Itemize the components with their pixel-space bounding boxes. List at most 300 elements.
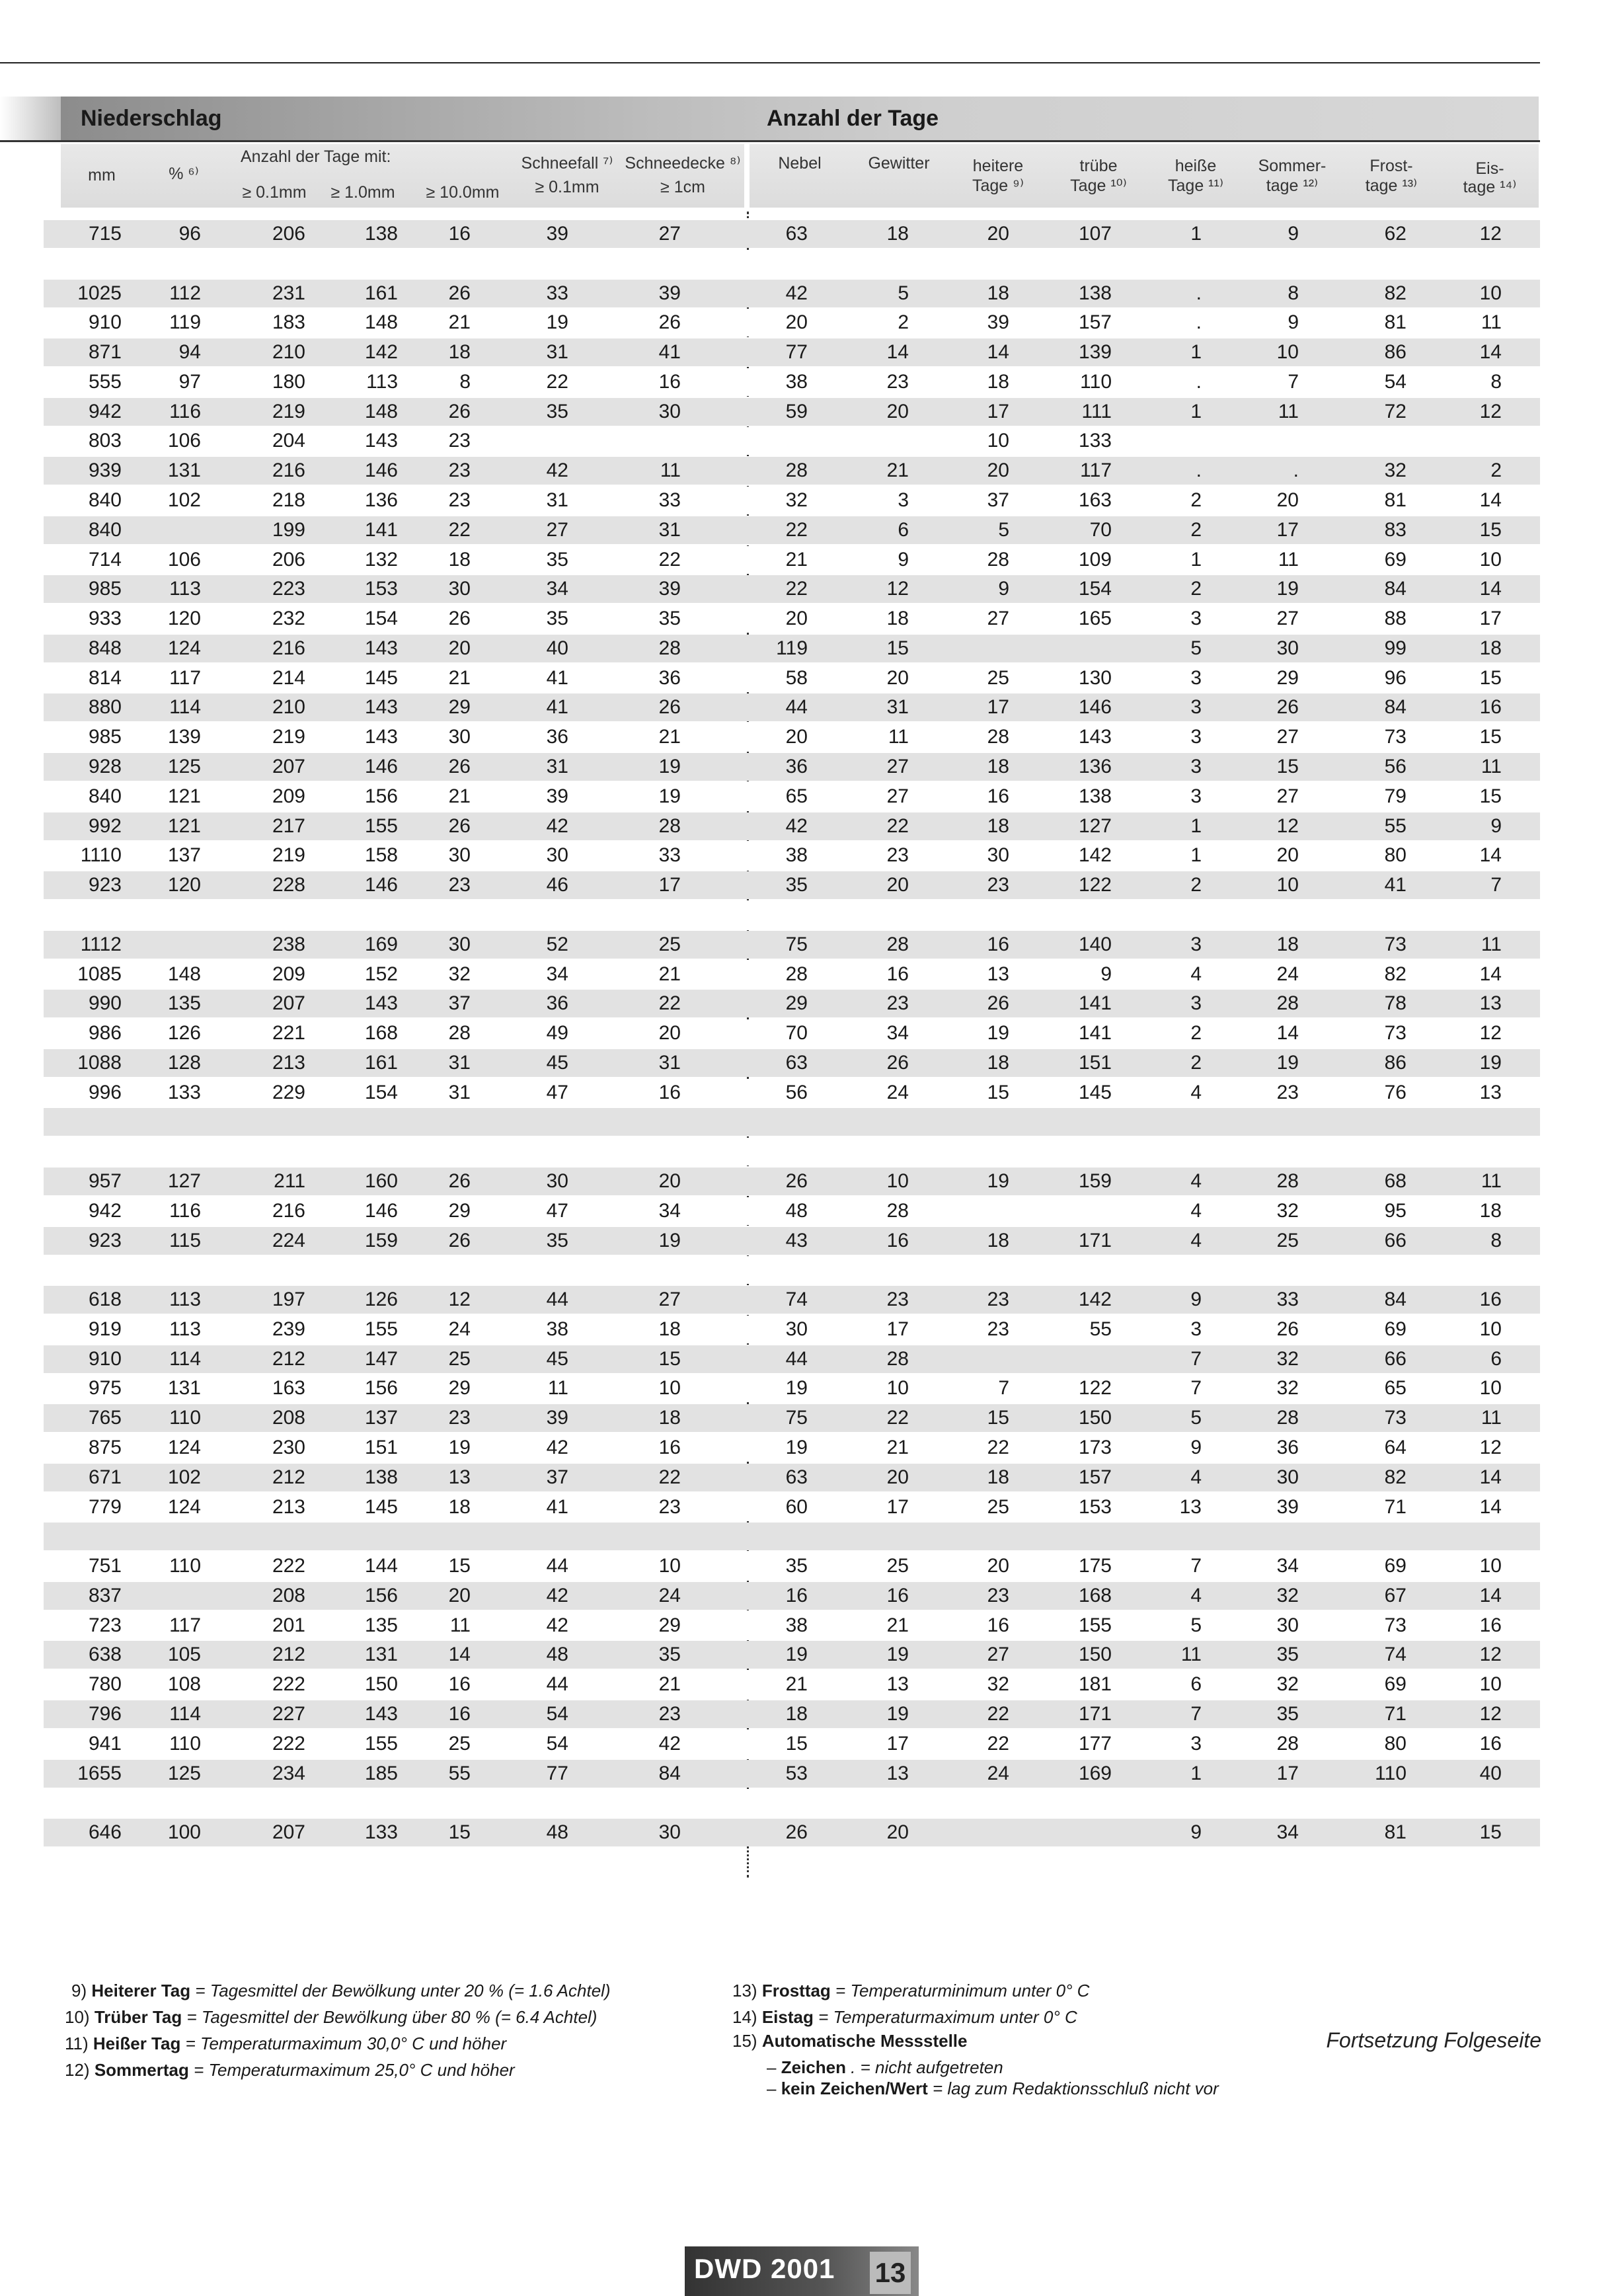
- table-cell: 26: [886, 1051, 909, 1074]
- footnote-kein-zeichen: – kein Zeichen/Wert = lag zum Redaktionsschluß nicht vor: [767, 2078, 1219, 2098]
- table-cell: 22: [546, 370, 568, 393]
- table-cell: 14: [1479, 341, 1502, 364]
- table-cell: 1088: [77, 1051, 122, 1074]
- table-cell: 986: [88, 1022, 122, 1045]
- table-cell: 4: [1190, 963, 1202, 985]
- table-cell: 20: [886, 1821, 909, 1844]
- table-cell: 20: [448, 1584, 471, 1606]
- table-cell: 73: [1384, 726, 1406, 748]
- table-cell: 8: [1490, 370, 1502, 393]
- table-cell: 14: [1479, 489, 1502, 512]
- table-cell: 25: [658, 933, 681, 955]
- table-cell: 143: [364, 430, 398, 452]
- table-cell: 18: [785, 1703, 808, 1725]
- table-cell: 146: [364, 1199, 398, 1222]
- table-cell: 208: [272, 1407, 305, 1429]
- table-cell: 23: [658, 1495, 681, 1518]
- table-cell: 180: [272, 370, 305, 393]
- table-cell: 14: [1479, 963, 1502, 985]
- table-cell: 86: [1384, 341, 1406, 364]
- table-cell: 122: [1078, 874, 1112, 896]
- table-cell: 5: [1190, 1614, 1202, 1636]
- table-cell: 36: [658, 666, 681, 689]
- table-cell: 16: [448, 1703, 471, 1725]
- table-cell: 152: [364, 963, 398, 985]
- table-cell: 38: [785, 1614, 808, 1636]
- table-cell: 16: [1479, 1614, 1502, 1636]
- table-cell: 130: [1078, 666, 1112, 689]
- footnote-frosttag: 13) Frosttag = Temperaturminimum unter 0° C: [732, 1981, 1090, 2000]
- table-cell: 779: [88, 1495, 122, 1518]
- table-cell: 66: [1384, 1229, 1406, 1251]
- table-cell: 175: [1078, 1555, 1112, 1577]
- table-cell: 15: [886, 637, 909, 659]
- table-cell: 37: [987, 489, 1009, 512]
- table-cell: 23: [987, 1584, 1009, 1606]
- table-cell: 22: [987, 1732, 1009, 1755]
- table-cell: 212: [272, 1643, 305, 1666]
- header-ge10: ≥ 1.0mm: [330, 183, 395, 202]
- table-cell: 39: [1276, 1495, 1299, 1518]
- continuation-note: Fortsetzung Folgeseite: [1326, 2028, 1541, 2052]
- table-cell: 28: [658, 637, 681, 659]
- table-cell: 42: [546, 1584, 568, 1606]
- table-cell: 81: [1384, 1821, 1406, 1844]
- table-cell: 135: [167, 992, 201, 1015]
- header-underline: [0, 140, 1540, 142]
- table-cell: 209: [272, 963, 305, 985]
- table-cell: 10: [1276, 341, 1299, 364]
- table-cell: 80: [1384, 844, 1406, 867]
- table-cell: 156: [364, 1584, 398, 1606]
- table-cell: 12: [1479, 400, 1502, 422]
- table-cell: 121: [167, 785, 201, 807]
- table-cell: 837: [88, 1584, 122, 1606]
- table-cell: 18: [448, 548, 471, 571]
- table-cell: 31: [448, 1081, 471, 1103]
- table-cell: 69: [1384, 1555, 1406, 1577]
- table-cell: 155: [1078, 1614, 1112, 1636]
- table-cell: 17: [1276, 518, 1299, 541]
- table-cell: 141: [1078, 992, 1112, 1015]
- table-cell: 110: [169, 1732, 201, 1755]
- table-cell: 992: [88, 814, 122, 837]
- table-cell: 715: [88, 223, 122, 245]
- table-cell: 23: [1276, 1081, 1299, 1103]
- table-cell: 11: [1481, 311, 1502, 334]
- table-cell: 765: [88, 1407, 122, 1429]
- table-cell: 56: [1384, 756, 1406, 778]
- table-cell: 60: [785, 1495, 808, 1518]
- table-cell: 41: [546, 666, 568, 689]
- table-cell: 222: [272, 1673, 305, 1696]
- table-cell: 13: [886, 1673, 909, 1696]
- table-cell: 9: [998, 578, 1009, 600]
- table-cell: 15: [987, 1081, 1009, 1103]
- table-cell: 10: [1276, 874, 1299, 896]
- table-cell: 155: [364, 1732, 398, 1755]
- table-cell: 26: [785, 1821, 808, 1844]
- header-schneedecke-sub: ≥ 1cm: [660, 178, 705, 196]
- table-cell: 73: [1384, 1407, 1406, 1429]
- table-cell: 4: [1190, 1466, 1202, 1488]
- table-cell: 42: [546, 459, 568, 482]
- table-cell: 20: [658, 1022, 681, 1045]
- table-cell: 120: [167, 874, 201, 896]
- table-cell: 63: [785, 1466, 808, 1488]
- table-cell: 151: [1078, 1051, 1112, 1074]
- table-cell: .: [1293, 459, 1299, 482]
- table-cell: 81: [1384, 311, 1406, 334]
- table-cell: 113: [366, 370, 398, 393]
- table-cell: 131: [167, 1377, 201, 1400]
- table-cell: 25: [448, 1347, 471, 1370]
- table-cell: 28: [1276, 1169, 1299, 1192]
- header-ge100: ≥ 10.0mm: [426, 183, 500, 202]
- table-cell: 110: [1375, 1762, 1406, 1784]
- table-cell: 16: [658, 1436, 681, 1458]
- table-cell: 147: [364, 1347, 398, 1370]
- table-cell: 46: [546, 874, 568, 896]
- table-cell: 133: [1078, 430, 1112, 452]
- table-cell: 15: [658, 1347, 681, 1370]
- table-cell: 45: [546, 1051, 568, 1074]
- table-cell: 53: [785, 1762, 808, 1784]
- table-cell: 56: [785, 1081, 808, 1103]
- table-cell: 37: [448, 992, 471, 1015]
- table-cell: 48: [785, 1199, 808, 1222]
- table-cell: 106: [167, 430, 201, 452]
- table-cell: 148: [167, 963, 201, 985]
- table-cell: 28: [785, 963, 808, 985]
- table-cell: 27: [658, 223, 681, 245]
- table-cell: 23: [448, 489, 471, 512]
- table-cell: 208: [272, 1584, 305, 1606]
- table-cell: 723: [88, 1614, 122, 1636]
- table-cell: 21: [448, 311, 471, 334]
- table-cell: 161: [364, 1051, 398, 1074]
- table-cell: 796: [88, 1703, 122, 1725]
- table-cell: 7: [1190, 1555, 1202, 1577]
- table-cell: 20: [785, 608, 808, 630]
- header-eis-sub: tage ¹⁴⁾: [1463, 178, 1517, 196]
- table-cell: 207: [272, 992, 305, 1015]
- table-cell: 20: [1276, 489, 1299, 512]
- table-cell: 9: [1288, 223, 1299, 245]
- table-cell: 18: [987, 370, 1009, 393]
- table-cell: 38: [785, 844, 808, 867]
- header-ge01: ≥ 0.1mm: [242, 183, 307, 202]
- header-heisse-sub: Tage ¹¹⁾: [1168, 177, 1223, 195]
- table-cell: 13: [987, 963, 1009, 985]
- table-cell: 120: [167, 608, 201, 630]
- table-cell: 168: [1078, 1584, 1112, 1606]
- table-cell: 82: [1384, 963, 1406, 985]
- table-cell: 22: [886, 814, 909, 837]
- table-cell: 4: [1190, 1169, 1202, 1192]
- table-cell: 80: [1384, 1732, 1406, 1755]
- table-cell: 224: [272, 1229, 305, 1251]
- table-cell: 4: [1190, 1229, 1202, 1251]
- table-cell: 26: [448, 608, 471, 630]
- table-cell: 9: [1190, 1436, 1202, 1458]
- table-cell: 11: [888, 726, 909, 748]
- table-cell: 17: [1479, 608, 1502, 630]
- table-cell: 142: [1078, 844, 1112, 867]
- table-cell: 32: [448, 963, 471, 985]
- header-pct: % ⁶⁾: [169, 165, 199, 183]
- table-cell: 12: [1479, 223, 1502, 245]
- table-cell: 7: [1490, 874, 1502, 896]
- table-cell: 18: [886, 608, 909, 630]
- table-cell: 84: [1384, 1288, 1406, 1311]
- table-cell: 2: [1190, 489, 1202, 512]
- table-cell: 28: [785, 459, 808, 482]
- table-cell: 19: [785, 1643, 808, 1666]
- table-cell: 19: [886, 1643, 909, 1666]
- footnote-sommertag: 12) Sommertag = Temperaturmaximum 25,0° C und höher: [65, 2060, 515, 2080]
- header-mm: mm: [88, 166, 116, 184]
- table-cell: 27: [987, 1643, 1009, 1666]
- table-cell: 8: [1288, 282, 1299, 304]
- table-cell: 223: [272, 578, 305, 600]
- table-cell: 148: [364, 400, 398, 422]
- table-cell: 28: [448, 1022, 471, 1045]
- table-cell: 52: [546, 933, 568, 955]
- table-cell: 13: [1479, 1081, 1502, 1103]
- table-cell: 3: [1190, 666, 1202, 689]
- table-cell: 16: [658, 370, 681, 393]
- table-cell: 117: [1080, 459, 1112, 482]
- table-cell: 31: [886, 696, 909, 719]
- table-cell: 14: [1479, 1466, 1502, 1488]
- header-truebe: trübe: [1079, 157, 1118, 175]
- table-cell: 156: [364, 1377, 398, 1400]
- table-cell: 14: [1479, 844, 1502, 867]
- table-cell: 19: [1276, 1051, 1299, 1074]
- table-cell: 30: [448, 844, 471, 867]
- table-cell: 65: [785, 785, 808, 807]
- table-cell: 42: [785, 282, 808, 304]
- table-cell: 153: [1078, 1495, 1112, 1518]
- table-cell: 181: [1078, 1673, 1112, 1696]
- table-cell: 18: [987, 814, 1009, 837]
- table-cell: 169: [1078, 1762, 1112, 1784]
- table-cell: 74: [1384, 1643, 1406, 1666]
- table-cell: 48: [546, 1821, 568, 1844]
- table-cell: 216: [272, 1199, 305, 1222]
- table-cell: 17: [1276, 1762, 1299, 1784]
- table-cell: 9: [1190, 1288, 1202, 1311]
- table-cell: 143: [364, 992, 398, 1015]
- table-cell: 22: [785, 518, 808, 541]
- table-cell: 18: [987, 282, 1009, 304]
- table-cell: 3: [1190, 756, 1202, 778]
- table-cell: 210: [272, 696, 305, 719]
- table-cell: 32: [1276, 1377, 1299, 1400]
- page-number: 13: [870, 2252, 911, 2294]
- table-cell: 238: [272, 933, 305, 955]
- table-cell: 110: [169, 1407, 201, 1429]
- table-cell: 23: [987, 874, 1009, 896]
- table-cell: 228: [272, 874, 305, 896]
- footnote-heisser-tag: 11) Heißer Tag = Temperaturmaximum 30,0° C und höher: [65, 2034, 507, 2053]
- footnote-trueber-tag: 10) Trüber Tag = Tagesmittel der Bewölkung über 80 % (= 6.4 Achtel): [65, 2007, 597, 2027]
- table-cell: 214: [272, 666, 305, 689]
- table-cell: 19: [658, 756, 681, 778]
- table-cell: 137: [364, 1407, 398, 1429]
- table-cell: 230: [272, 1436, 305, 1458]
- table-cell: 13: [1479, 992, 1502, 1015]
- table-cell: 11: [1180, 1643, 1202, 1666]
- table-cell: 19: [658, 1229, 681, 1251]
- table-cell: 48: [546, 1643, 568, 1666]
- table-cell: 19: [448, 1436, 471, 1458]
- table-cell: 671: [88, 1466, 122, 1488]
- table-cell: 33: [546, 282, 568, 304]
- table-cell: 18: [987, 1466, 1009, 1488]
- footnote-heiterer-tag: 9) Heiterer Tag = Tagesmittel der Bewölkung unter 20 % (= 1.6 Achtel): [71, 1981, 611, 2000]
- table-cell: 30: [448, 726, 471, 748]
- table-cell: 127: [167, 1169, 201, 1192]
- table-cell: 124: [167, 1495, 201, 1518]
- table-cell: 19: [987, 1022, 1009, 1045]
- table-cell: 3: [1190, 933, 1202, 955]
- table-cell: 985: [88, 578, 122, 600]
- table-cell: 78: [1384, 992, 1406, 1015]
- table-cell: 2: [1190, 1022, 1202, 1045]
- table-cell: 22: [785, 578, 808, 600]
- table-cell: 4: [1190, 1199, 1202, 1222]
- table-cell: 211: [274, 1169, 305, 1192]
- table-cell: 19: [546, 311, 568, 334]
- table-cell: 18: [1479, 1199, 1502, 1222]
- table-cell: 35: [785, 1555, 808, 1577]
- table-cell: 113: [169, 1318, 201, 1340]
- table-cell: 11: [660, 459, 681, 482]
- table-cell: 10: [1479, 1318, 1502, 1340]
- table-cell: 157: [1078, 1466, 1112, 1488]
- table-cell: 114: [169, 696, 201, 719]
- table-cell: 59: [785, 400, 808, 422]
- table-cell: 84: [658, 1762, 681, 1784]
- table-cell: 20: [658, 1169, 681, 1192]
- table-cell: 113: [169, 578, 201, 600]
- table-cell: 73: [1384, 933, 1406, 955]
- table-cell: 82: [1384, 1466, 1406, 1488]
- table-cell: 9: [1190, 1821, 1202, 1844]
- table-cell: 219: [272, 726, 305, 748]
- table-cell: 34: [658, 1199, 681, 1222]
- table-cell: 21: [658, 963, 681, 985]
- table-cell: 5: [1190, 1407, 1202, 1429]
- table-cell: 6: [1490, 1347, 1502, 1370]
- header-truebe-sub: Tage ¹⁰⁾: [1070, 177, 1127, 195]
- table-cell: 81: [1384, 489, 1406, 512]
- table-cell: 8: [1490, 1229, 1502, 1251]
- table-cell: 34: [1276, 1555, 1299, 1577]
- table-cell: 27: [546, 518, 568, 541]
- table-cell: 24: [886, 1081, 909, 1103]
- table-cell: 27: [886, 756, 909, 778]
- table-cell: 99: [1384, 637, 1406, 659]
- table-cell: 871: [88, 341, 122, 364]
- table-cell: 219: [272, 400, 305, 422]
- table-cell: 19: [886, 1703, 909, 1725]
- header-fade: [0, 97, 61, 140]
- table-cell: 209: [272, 785, 305, 807]
- table-cell: 2: [1190, 874, 1202, 896]
- table-cell: 923: [88, 1229, 122, 1251]
- table-cell: 39: [987, 311, 1009, 334]
- table-cell: 7: [998, 1377, 1009, 1400]
- table-cell: 150: [1078, 1643, 1112, 1666]
- table-cell: 12: [1479, 1643, 1502, 1666]
- table-cell: 39: [658, 282, 681, 304]
- table-cell: 5: [998, 518, 1009, 541]
- table-cell: 96: [1384, 666, 1406, 689]
- table-cell: 714: [88, 548, 122, 571]
- table-cell: 2: [1190, 1051, 1202, 1074]
- table-cell: 218: [272, 489, 305, 512]
- table-cell: 11: [1481, 756, 1502, 778]
- table-cell: 161: [364, 282, 398, 304]
- table-cell: 16: [1479, 696, 1502, 719]
- table-cell: 169: [364, 933, 398, 955]
- table-cell: 38: [546, 1318, 568, 1340]
- table-cell: 219: [272, 844, 305, 867]
- table-cell: 19: [1479, 1051, 1502, 1074]
- table-cell: 27: [1276, 608, 1299, 630]
- spacer-band: [44, 1256, 1540, 1284]
- table-cell: 20: [987, 223, 1009, 245]
- table-cell: 229: [272, 1081, 305, 1103]
- table-cell: 30: [448, 933, 471, 955]
- table-cell: 16: [886, 1584, 909, 1606]
- table-cell: 20: [987, 1555, 1009, 1577]
- table-cell: 15: [1276, 756, 1299, 778]
- table-cell: 941: [88, 1732, 122, 1755]
- table-cell: 142: [1078, 1288, 1112, 1311]
- table-cell: 10: [1479, 548, 1502, 571]
- group-title-niederschlag: Niederschlag: [81, 106, 222, 131]
- header-anzahl-mit: Anzahl der Tage mit:: [241, 147, 391, 166]
- table-cell: 45: [546, 1347, 568, 1370]
- table-cell: .: [1196, 282, 1202, 304]
- table-cell: 10: [1479, 1377, 1502, 1400]
- table-cell: 21: [658, 1673, 681, 1696]
- table-cell: 77: [785, 341, 808, 364]
- table-cell: 30: [785, 1318, 808, 1340]
- table-cell: 121: [167, 814, 201, 837]
- table-cell: 15: [448, 1555, 471, 1577]
- table-cell: 2: [1190, 578, 1202, 600]
- table-cell: 21: [785, 1673, 808, 1696]
- table-cell: 40: [1479, 1762, 1502, 1784]
- table-cell: 22: [987, 1703, 1009, 1725]
- table-cell: 115: [169, 1229, 201, 1251]
- table-cell: 2: [1190, 518, 1202, 541]
- table-cell: 19: [987, 1169, 1009, 1192]
- footnote-eistag: 14) Eistag = Temperaturmaximum unter 0° C: [732, 2007, 1077, 2027]
- table-cell: 217: [272, 814, 305, 837]
- table-cell: 222: [272, 1555, 305, 1577]
- table-cell: 25: [448, 1732, 471, 1755]
- table-cell: 145: [364, 1495, 398, 1518]
- table-cell: 942: [88, 400, 122, 422]
- table-cell: 114: [169, 1347, 201, 1370]
- table-cell: 42: [546, 814, 568, 837]
